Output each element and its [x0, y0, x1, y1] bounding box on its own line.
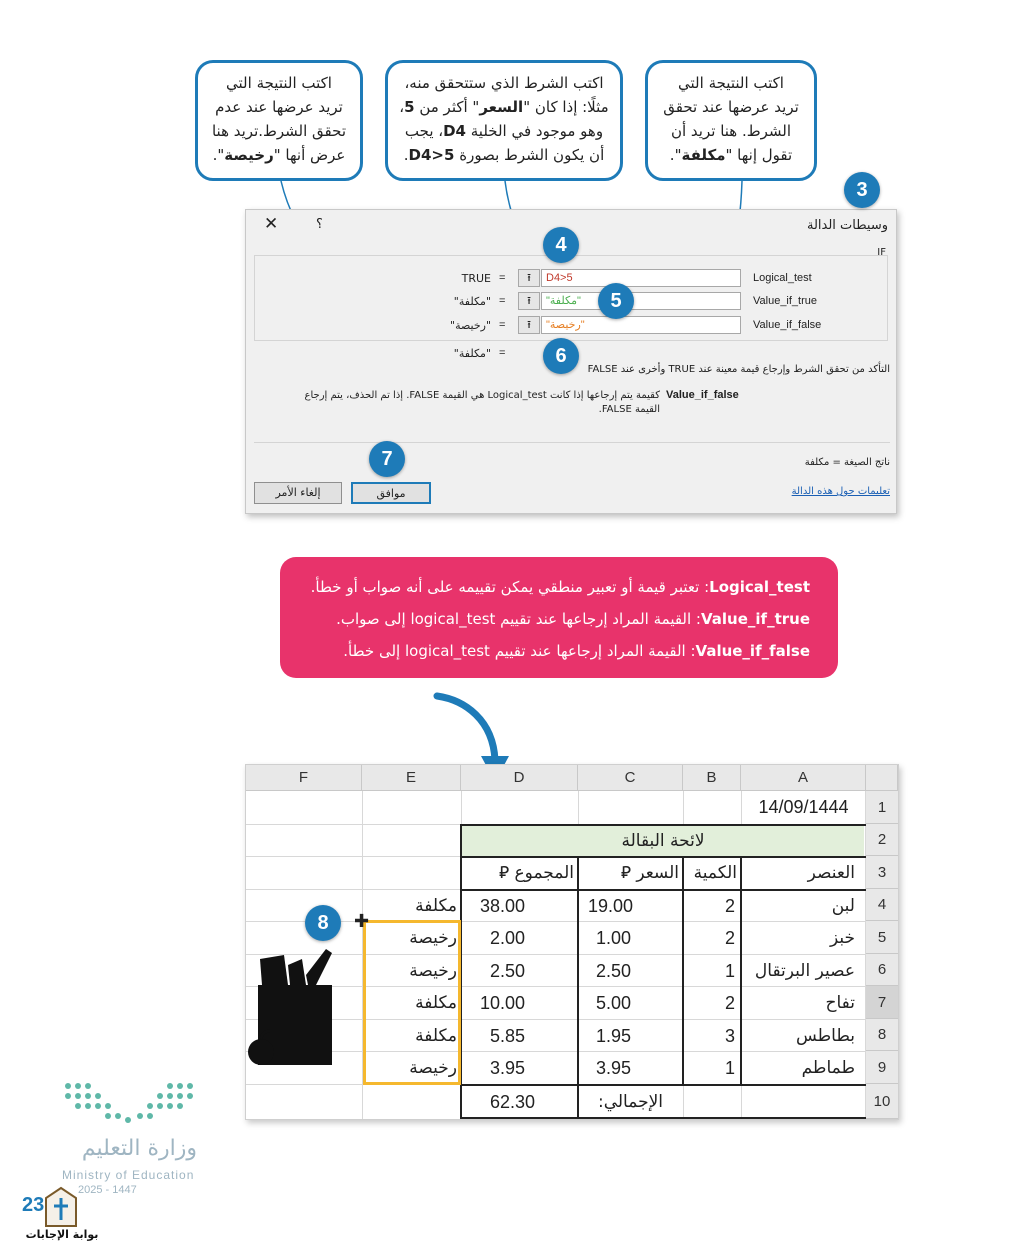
collapse-ref-icon[interactable]: ⭱ [518, 316, 540, 334]
dialog-title: وسيطات الدالة [806, 218, 888, 233]
function-description: التأكد من تحقق الشرط وإرجاع قيمة معينة عند TRUE وأخرى عند FALSE [587, 364, 890, 375]
close-icon[interactable]: ✕ [264, 214, 279, 234]
row-header-1[interactable]: 1 [866, 791, 898, 824]
flag-cell[interactable]: مكلفة [415, 896, 457, 916]
callout-line: اكتب الشرط الذي ستتحقق منه، [404, 74, 604, 92]
spreadsheet [245, 764, 899, 1120]
arg-label-logical-test: Logical_test [753, 272, 812, 284]
item-cell[interactable]: عصير البرتقال [754, 961, 855, 981]
header-price[interactable]: السعر ⃁ [620, 863, 679, 883]
definition-line: Value_if_true: القيمة المراد إرجاعها عند تقييم logical_test إلى صواب. [336, 610, 810, 628]
qty-cell[interactable]: 2 [724, 896, 735, 916]
answers-portal-logo-icon [42, 1186, 80, 1230]
value-if-true-input[interactable]: "مكلفة" [541, 292, 741, 310]
divider [254, 442, 890, 443]
column-header-b[interactable]: B [683, 765, 741, 791]
price-cell[interactable]: 5.00 [596, 993, 632, 1013]
price-cell[interactable]: 1.95 [596, 1026, 632, 1046]
column-header-a[interactable]: A [741, 765, 866, 791]
selection-range [363, 920, 461, 1085]
total-label[interactable]: الإجمالي: [597, 1092, 663, 1112]
callout-line: تريد عرضها عند تحقق [663, 98, 799, 116]
step-badge-5: 5 [598, 283, 634, 319]
total-cell[interactable]: 2.00 [490, 928, 526, 948]
definition-line: Logical_test: تعتبر قيمة أو تعبير منطقي يمكن تقييمه على أنه صواب أو خطأ. [310, 578, 810, 596]
callout-line: الشرط. هنا تريد أن [670, 122, 792, 140]
total-cell[interactable]: 5.85 [490, 1026, 526, 1046]
flag-cell[interactable]: رخيصة [409, 928, 457, 948]
collapse-ref-icon[interactable]: ⭱ [518, 292, 540, 310]
flag-cell[interactable]: رخيصة [409, 961, 457, 981]
arg-equals: = [499, 272, 506, 284]
item-cell[interactable]: لبن [831, 896, 855, 916]
callout-line: مثلًا: إذا كان "السعر" أكثر من 5، [399, 98, 609, 116]
arg-help-text: القيمة FALSE. [598, 404, 660, 415]
date-cell[interactable]: 14/09/1444 [758, 797, 849, 817]
price-cell[interactable]: 2.50 [596, 961, 632, 981]
arg-equals: = [499, 295, 506, 307]
price-cell[interactable]: 1.00 [596, 928, 632, 948]
callout-line: عرض أنها "رخيصة". [212, 146, 346, 164]
column-header-f[interactable]: F [246, 765, 362, 791]
arg-label-value-if-true: Value_if_true [753, 295, 818, 307]
ministry-logo-icon [60, 1078, 200, 1128]
ministry-name-en: Ministry of Education [62, 1168, 195, 1182]
grand-total-cell[interactable]: 62.30 [490, 1092, 536, 1112]
item-cell[interactable]: خبز [829, 928, 855, 948]
row-header-4[interactable]: 4 [866, 889, 898, 921]
callout-line: اكتب النتيجة التي [678, 74, 784, 92]
item-cell[interactable]: تفاح [825, 993, 855, 1013]
price-cell[interactable]: 3.95 [596, 1058, 632, 1078]
qty-cell[interactable]: 2 [724, 928, 735, 948]
step-badge-4: 4 [543, 227, 579, 263]
callout-line: تحقق الشرط.تريد هنا [211, 122, 347, 140]
callout-line: أن يكون الشرط بصورة D4>5. [403, 146, 605, 164]
list-title-cell[interactable]: لائحة البقالة [462, 826, 864, 856]
formula-result: ناتج الصيغة = مكلفة [804, 457, 890, 468]
arg-result: TRUE [461, 272, 491, 285]
row-header-7[interactable]: 7 [866, 986, 898, 1019]
qty-cell[interactable]: 1 [724, 961, 735, 981]
arg-help-name: Value_if_false [666, 389, 739, 401]
flag-cell[interactable]: مكلفة [415, 993, 457, 1013]
row-header-5[interactable]: 5 [866, 921, 898, 954]
header-total[interactable]: المجموع ⃁ [499, 863, 574, 883]
total-cell[interactable]: 3.95 [490, 1058, 526, 1078]
page-number: 23 [22, 1194, 45, 1216]
flag-cell[interactable]: رخيصة [409, 1058, 457, 1078]
value-if-false-input[interactable]: "رخيصة" [541, 316, 741, 334]
row-header-2[interactable]: 2 [866, 824, 898, 856]
header-qty[interactable]: الكمية [693, 863, 737, 883]
step-badge-7: 7 [369, 441, 405, 477]
fill-handle-cursor-icon: ✚ [354, 911, 370, 932]
step-badge-6: 6 [543, 338, 579, 374]
price-cell[interactable]: 19.00 [588, 896, 634, 916]
callout-line: تريد عرضها عند عدم [215, 98, 343, 116]
step-badge-3: 3 [844, 172, 880, 208]
row-header-8[interactable]: 8 [866, 1019, 898, 1051]
help-link[interactable]: تعليمات حول هذه الدالة [791, 486, 890, 497]
item-cell[interactable]: طماطم [801, 1058, 855, 1078]
select-all-corner[interactable] [866, 765, 898, 791]
total-cell[interactable]: 2.50 [490, 961, 526, 981]
cancel-button[interactable]: إلغاء الأمر [254, 482, 342, 504]
arg-result: "رخيصة" [450, 319, 491, 332]
help-icon[interactable]: ؟ [316, 217, 323, 232]
row-header-9[interactable]: 9 [866, 1051, 898, 1084]
logical-test-input[interactable]: D4>5 [541, 269, 741, 287]
grocery-bag-icon [246, 945, 346, 1075]
header-item[interactable]: العنصر [807, 863, 855, 883]
collapse-ref-icon[interactable]: ⭱ [518, 269, 540, 287]
callout-line: اكتب النتيجة التي [226, 74, 332, 92]
ministry-name-ar: وزارة التعليم [81, 1136, 197, 1161]
qty-cell[interactable]: 2 [724, 993, 735, 1013]
column-header-d[interactable]: D [461, 765, 578, 791]
step-badge-8: 8 [305, 905, 341, 941]
qty-cell[interactable]: 3 [724, 1026, 735, 1046]
flag-cell[interactable]: مكلفة [415, 1026, 457, 1046]
column-header-c[interactable]: C [578, 765, 683, 791]
arg-equals: = [499, 347, 506, 359]
column-header-e[interactable]: E [362, 765, 461, 791]
row-header-6[interactable]: 6 [866, 954, 898, 986]
callout-line: وهو موجود في الخلية D4، يجب [404, 122, 604, 140]
brand-label: بوابة الإجابات [25, 1228, 99, 1241]
definitions-box [280, 557, 838, 678]
arg-label-value-if-false: Value_if_false [753, 319, 822, 331]
overall-result: "مكلفة" [453, 347, 491, 360]
row-header-3[interactable]: 3 [866, 856, 898, 889]
ok-button[interactable]: موافق [351, 482, 431, 504]
arg-result: "مكلفة" [453, 295, 491, 308]
total-cell[interactable]: 38.00 [480, 896, 526, 916]
total-cell[interactable]: 10.00 [480, 993, 526, 1013]
definition-line: Value_if_false: القيمة المراد إرجاعها عند تقييم logical_test إلى خطأ. [343, 642, 810, 660]
arg-equals: = [499, 319, 506, 331]
arg-help-text: كقيمة يتم إرجاعها إذا كانت Logical_test هي القيمة FALSE. إذا تم الحذف، يتم إرجاع [304, 390, 660, 401]
callout-line: تقول إنها "مكلفة". [669, 146, 793, 164]
function-name: IF [877, 247, 886, 258]
item-cell[interactable]: بطاطس [795, 1026, 855, 1046]
ministry-years: 2025 - 1447 [78, 1184, 137, 1196]
row-header-10[interactable]: 10 [866, 1084, 898, 1119]
qty-cell[interactable]: 1 [724, 1058, 735, 1078]
